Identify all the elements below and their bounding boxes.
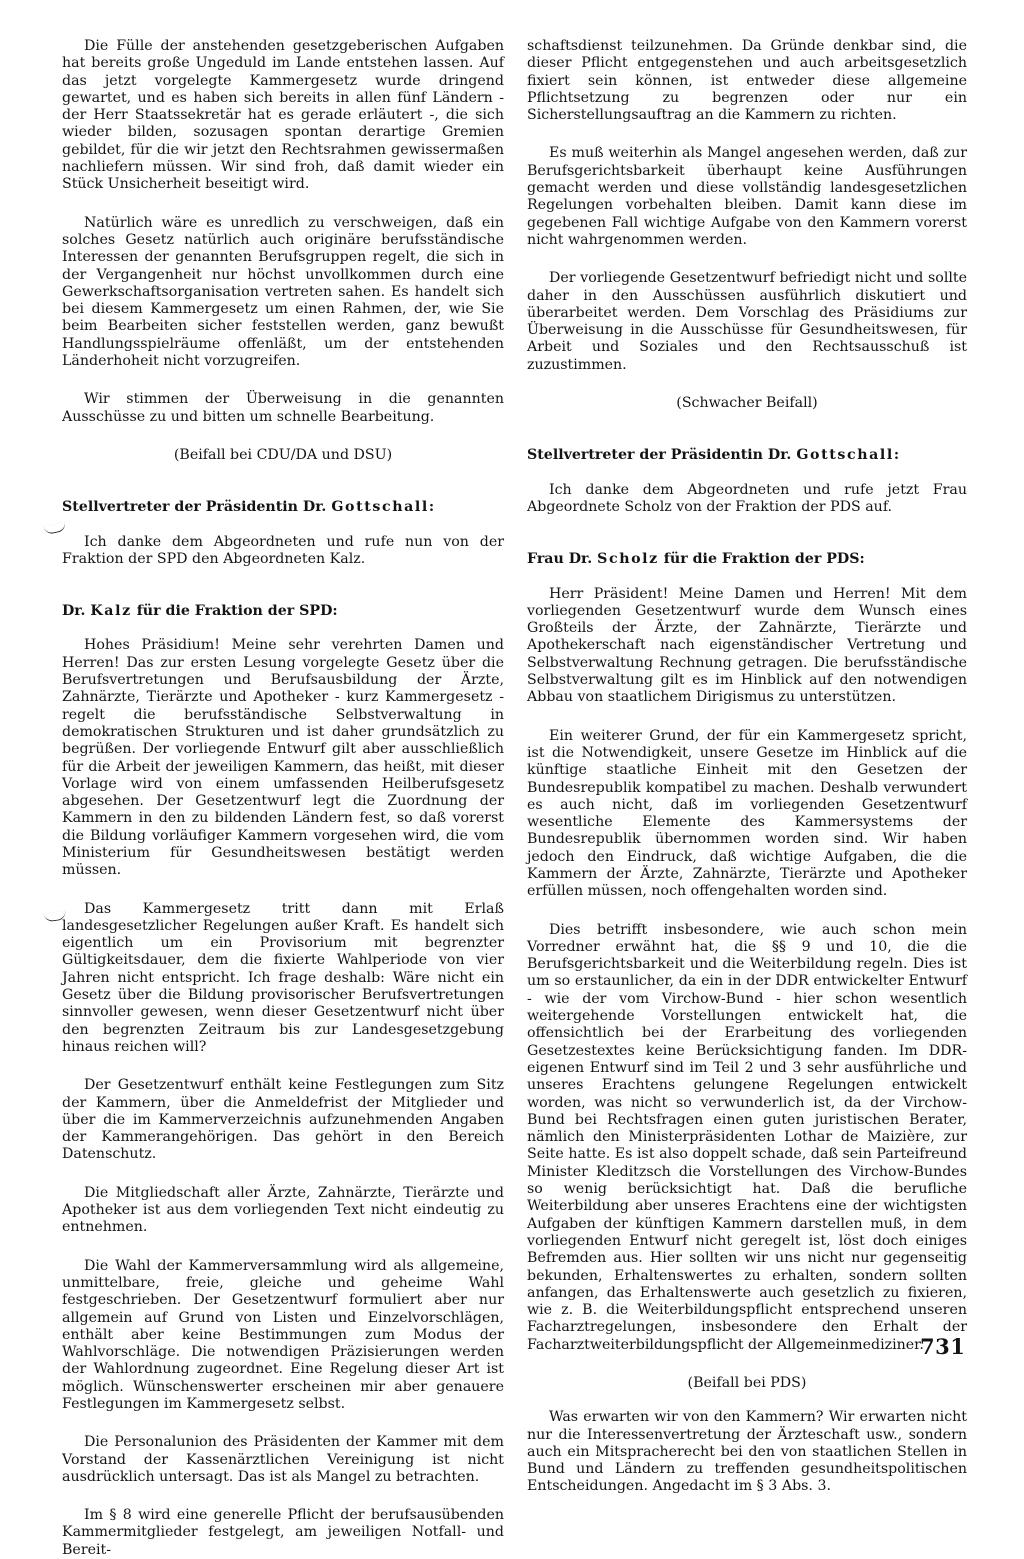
speaker-title: Dr. [62, 603, 86, 620]
paragraph: Im § 8 wird eine generelle Pflicht der berufsausübenden Kammermitglieder festgelegt, am jeweiligen Notfall- und Bereit- [62, 1507, 504, 1558]
speaker-name: Gottschall [331, 499, 429, 516]
paragraph: Die Fülle der anstehenden gesetzgeberischen Aufgaben hat bereits große Ungeduld im Lande entstehen lassen. Auf das jetzt vorgelegte Kammergesetz wurde dringend gewartet, und es haben sich bereits in allen fünf Ländern - der Herr Staatssekretär hat es gerade erläutert -, die sich wieder bilden, sozusagen spontan derartige Gremien gebildet, für die wir jetzt den Rechtsrahmen gewissermaßen nachliefern müssen. Wir sind froh, daß damit wieder ein Stück Unsicherheit beseitigt wird. [62, 38, 504, 193]
right-column [527, 38, 967, 1496]
page-number: 731 [920, 1334, 966, 1359]
speaker-heading [62, 603, 504, 620]
speaker-name: Scholz [597, 551, 659, 568]
paragraph: Der Gesetzentwurf enthält keine Festlegungen zum Sitz der Kammern, über die Anmeldefrist der Mitglieder und über die im Kammerverzeichnis aufzunehmenden Angaben der Kammerangehörigen. Das gehört in den Bereich Datenschutz. [62, 1077, 504, 1163]
paragraph: Dies betrifft insbesondere, wie auch schon mein Vorredner erwähnt hat, die §§ 9 und 10, die die Berufsgerichtsbarkeit und die Weiterbildung regeln. Dies ist um so erstaunlicher, da ein in der DDR entwickelter Entwurf - wie der vom Virchow-Bund - hier schon wesentlich weitergehende Vorstellungen entwickelt hat, die offensichtlich bei der Erarbeitung des vorliegenden Gesetzestextes keine Berücksichtigung fanden. Im DDR-eigenen Entwurf sind im Teil 2 und 3 sehr ausführliche und unseres Erachtens gelungene Regelungen entwickelt worden, was nicht so verwunderlich ist, da der Virchow-Bund bei Rechtsfragen einen guten juristischen Berater, nämlich den Ministerpräsidenten Lothar de Maizière, zur Seite hatte. Es ist also doppelt schade, daß sein Parteifreund Minister Kleditzsch die Vorstellungen des Virchow-Bundes so wenig berücksichtigt hat. Daß die berufliche Weiterbildung aber unseres Erachtens eine der wichtigsten Aufgaben der künftigen Kammern darstellen muß, in dem vorliegenden Entwurf nicht geregelt ist, löst doch einiges Befremden aus. Hier sollten wir uns nicht nur gegenseitig bekunden, Erhaltenswertes zu erhalten, sondern sollten anfangen, das Erhaltenswerte auch gesetzlich zu fixieren, wie z. B. die Weiterbildungspflicht entsprechend unseren Facharztregelungen, insbesondere den Erhalt der Facharztweiterbildungspflicht der Allgemeinmediziner. [527, 921, 967, 1353]
paragraph: Die Mitgliedschaft aller Ärzte, Zahnärzte, Tierärzte und Apotheker ist aus dem vorliegenden Text nicht eindeutig zu entnehmen. [62, 1184, 504, 1236]
speaker-role: Stellvertreter der Präsidentin Dr. [62, 499, 327, 516]
paragraph: Natürlich wäre es unredlich zu verschweigen, daß ein solches Gesetz natürlich auch originäre berufsständische Interessen der genannten Berufsgruppen regelt, die sich in der Vergangenheit nur höchst unvollkommen durch eine Gewerkschaftsorganisation vertreten sahen. Es handelt sich bei diesem Kammergesetz um einen Rahmen, der, wie Sie beim Bearbeiten sicher feststellen werden, ganz bewußt Handlungsspielräume offenläßt, um der entstehenden Länderhoheit nicht vorzugreifen. [62, 214, 504, 370]
speaker-heading [527, 551, 967, 568]
speaker-role: Stellvertreter der Präsidentin Dr. [527, 447, 792, 464]
paragraph: Herr Präsident! Meine Damen und Herren! Mit dem vorliegenden Gesetzentwurf wurde dem Wunsch eines Großteils der Ärzte, der Zahnärzte, Tierärzte und Apothekerschaft nach eigenständischer Vertretung und Selbstverwaltung Rechnung getragen. Die berufsständische Selbstverwaltung gilt es im Hinblick auf den notwendigen Abbau von staatlichem Dirigismus zu unterstützen. [527, 585, 967, 706]
left-column [62, 38, 504, 1559]
paragraph: Hohes Präsidium! Meine sehr verehrten Damen und Herren! Das zur ersten Lesung vorgelegte Gesetz über die Berufsvertretungen und Berufsausbildung der Ärzte, Zahnärzte, Tierärzte und Apotheker - kurz Kammergesetz - regelt die berufsständische Selbstverwaltung in demokratischen Strukturen und ist daher grundsätzlich zu begrüßen. Der vorliegende Entwurf gilt aber ausschließlich für die Arbeit der jeweiligen Kammern, das heißt, mit dieser Vorlage wird von einem umfassenden Heilberufsgesetz abgesehen. Der Gesetzentwurf legt die Zuordnung der Kammern in den zu bildenden Ländern fest, so daß vorerst die Bildung vorläufiger Kammern vorgesehen wird, die vom Ministerium für Gesundheitswesen bestätigt werden müssen. [62, 637, 504, 879]
paragraph: Was erwarten wir von den Kammern? Wir erwarten nicht nur die Interessenvertretung der Ärzteschaft usw., sondern auch ein Mitspracherecht bei den von staatlichen Stellen in Bund und Ländern zu treffenden gesundheitspolitischen Entscheidungen. Angedacht im § 3 Abs. 3. [527, 1409, 967, 1495]
paragraph: schaftsdienst teilzunehmen. Da Gründe denkbar sind, die dieser Pflicht entgegenstehen und auch arbeitsgesetzlich fixiert sein können, ist entweder diese allgemeine Pflichtsetzung zu begrenzen oder nur ein Sicherstellungsauftrag an die Kammern zu richten. [527, 38, 967, 124]
speaker-colon: : [893, 447, 900, 464]
applause-note: (Beifall bei CDU/DA und DSU) [173, 446, 393, 463]
paragraph: Ein weiterer Grund, der für ein Kammergesetz spricht, ist die Notwendigkeit, unsere Gesetze im Hinblick auf die künftige staatliche Einheit mit den Gesetzen der Bundesrepublik kompatibel zu machen. Deshalb verwundert es auch nicht, daß im vorliegenden Gesetzentwurf wesentliche Elemente des Kammersystems der Bundesrepublik übernommen worden sind. Wir haben jedoch den Eindruck, daß wichtige Aufgaben, die die Kammern der Ärzte, Zahnärzte, Tierärzte und Apotheker erfüllen müssen, noch offengehalten worden sind. [527, 727, 967, 900]
speaker-name: Kalz [90, 603, 132, 620]
speaker-title: Frau Dr. [527, 551, 593, 568]
paragraph: Ich danke dem Abgeordneten und rufe jetzt Frau Abgeordnete Scholz von der Fraktion der PDS auf. [527, 481, 967, 515]
speaker-heading [62, 499, 504, 516]
paragraph: Wir stimmen der Überweisung in die genannten Ausschüsse zu und bitten um schnelle Bearbeitung. [62, 391, 504, 425]
speaker-heading [527, 447, 967, 464]
speaker-name: Gottschall [796, 447, 894, 464]
speaker-faction: für die Fraktion der PDS: [663, 551, 865, 568]
paragraph: Ich danke dem Abgeordneten und rufe nun von der Fraktion der SPD den Abgeordneten Kalz. [62, 533, 504, 567]
paragraph: Es muß weiterhin als Mangel angesehen werden, daß zur Berufsgerichtsbarkeit überhaupt keine Ausführungen gemacht werden und diese vollständig landesgesetzlichen Regelungen vorbehalten bleiben. Damit kann diese im gegebenen Fall wichtige Aufgabe von den Kammern vorerst nicht wahrgenommen werden. [527, 145, 967, 248]
speaker-colon: : [428, 499, 435, 516]
applause-note: (Schwacher Beifall) [676, 395, 818, 412]
paragraph: Das Kammergesetz tritt dann mit Erlaß landesgesetzlicher Regelungen außer Kraft. Es handelt sich eigentlich um ein Provisorium mit begrenzter Gültigkeitsdauer, dem die fixierte Wahlperiode von vier Jahren nicht entspricht. Ich frage deshalb: Wäre nicht ein Gesetz über die Bildung provisorischer Berufsvertretungen sinnvoller gewesen, wenn dieser Gesetzentwurf nicht über den begrenzten Zeitraum bis zur Landesgesetzgebung hinaus reichen will? [62, 900, 504, 1055]
paragraph: Der vorliegende Gesetzentwurf befriedigt nicht und sollte daher in den Ausschüssen ausführlich diskutiert und überarbeitet werden. Dem Vorschlag des Präsidiums zur Überweisung in die Ausschüsse für Gesundheitswesen, für Arbeit und Soziales und den Rechtsausschuß ist zuzustimmen. [527, 270, 967, 373]
applause-note: (Beifall bei PDS) [687, 1375, 807, 1391]
speaker-faction: für die Fraktion der SPD: [136, 603, 338, 620]
paragraph: Die Wahl der Kammerversammlung wird als allgemeine, unmittelbare, freie, gleiche und geheime Wahl festgeschrieben. Der Gesetzentwurf formuliert aber nur allgemein auf Grund von Listen und Einzelvorschlägen, enthält aber keine Bestimmungen zum Modus der Wahlvorschläge. Die notwendigen Präzisierungen werden der Wahlordnung zugeordnet. Eine Regelung dieser Art ist möglich. Wünschenswerter erscheinen mir aber genauere Festlegungen im Kammergesetz selbst. [62, 1257, 504, 1412]
paragraph: Die Personalunion des Präsidenten der Kammer mit dem Vorstand der Kassenärztlichen Vereinigung ist nicht ausdrücklich untersagt. Das ist als Mangel zu betrachten. [62, 1434, 504, 1485]
